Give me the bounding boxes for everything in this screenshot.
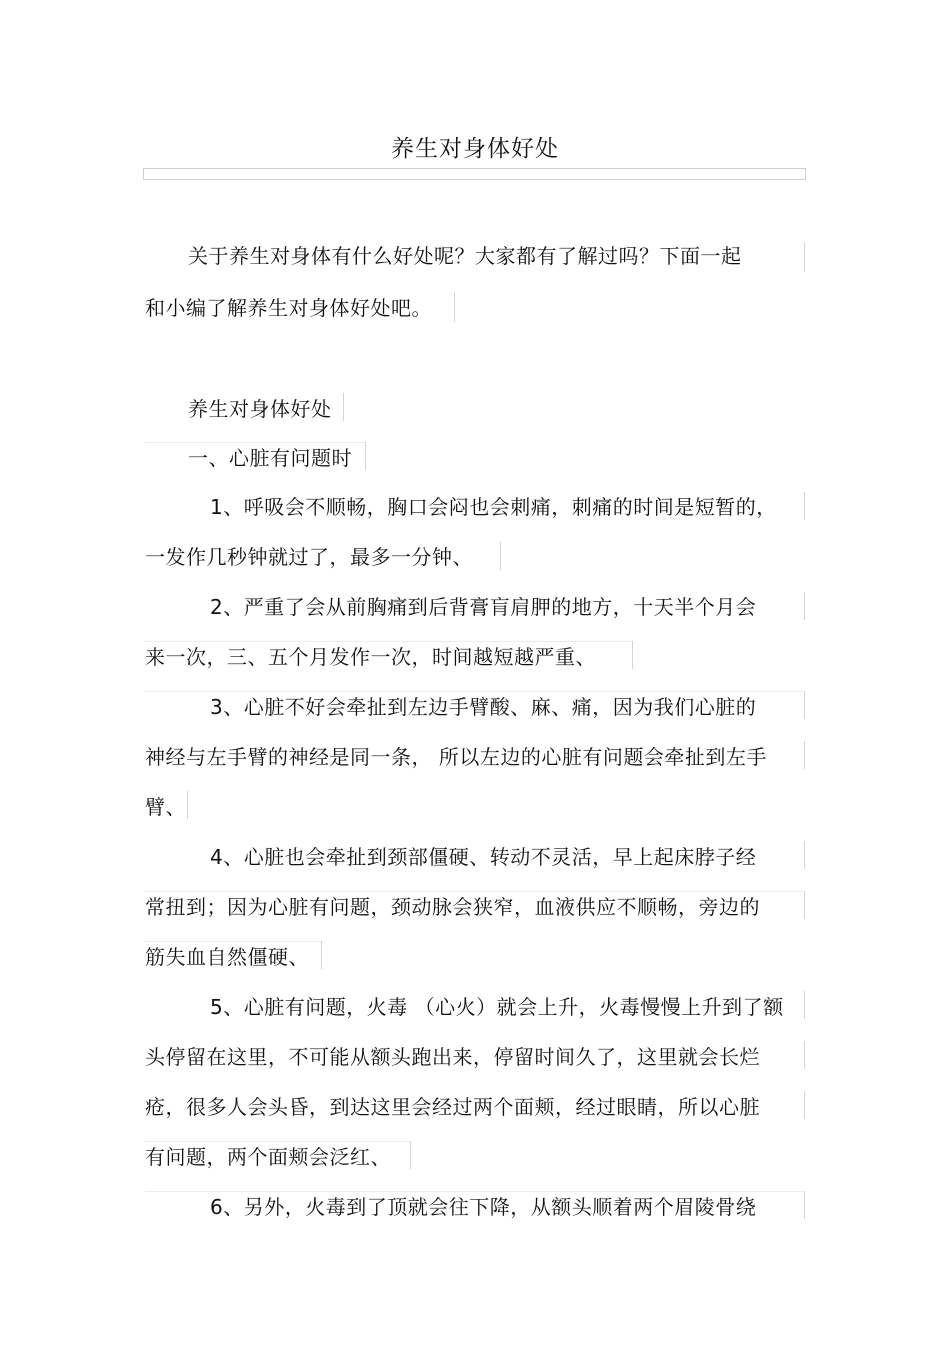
title-underline	[143, 168, 806, 180]
line-marker	[321, 941, 322, 969]
line-rule	[145, 891, 805, 892]
paragraph-line: 常扭到；因为心脏有问题，颈动脉会狭窄，血液供应不顺畅，旁边的	[145, 895, 760, 919]
paragraph-line: 来一次，三、五个月发作一次，时间越短越严重、	[145, 645, 596, 669]
line-marker	[804, 242, 805, 272]
paragraph-line: 4、心脏也会牵扯到颈部僵硬、转动不灵活，早上起床脖子经	[210, 845, 757, 869]
line-marker	[804, 1091, 805, 1119]
line-marker	[500, 542, 501, 570]
line-marker	[343, 393, 344, 421]
line-rule	[145, 941, 321, 942]
intro-line: 关于养生对身体有什么好处呢？大家都有了解过吗？下面一起	[188, 244, 742, 268]
line-marker	[804, 891, 805, 919]
intro-line: 和小编了解养生对身体好处吧。	[145, 296, 432, 320]
paragraph-line: 筋失血自然僵硬、	[145, 945, 309, 969]
line-marker	[410, 1141, 411, 1169]
line-marker	[365, 442, 366, 470]
line-marker	[454, 292, 455, 322]
line-marker	[187, 791, 188, 819]
line-rule	[145, 691, 805, 692]
paragraph-line: 2、严重了会从前胸痛到后背膏肓肩胛的地方，十天半个月会	[210, 595, 757, 619]
line-marker	[632, 641, 633, 669]
line-marker	[804, 841, 805, 869]
line-rule	[145, 641, 633, 642]
line-rule	[145, 442, 366, 443]
line-marker	[804, 991, 805, 1019]
section-heading: 养生对身体好处	[188, 397, 332, 421]
paragraph-line: 疮，很多人会头昏，到达这里会经过两个面颊，经过眼睛，所以心脏	[145, 1095, 760, 1119]
paragraph-line: 臂、	[145, 795, 186, 819]
line-marker	[804, 741, 805, 769]
paragraph-line: 3、心脏不好会牵扯到左边手臂酸、麻、痛，因为我们心脏的	[210, 695, 757, 719]
paragraph-line: 头停留在这里，不可能从额头跑出来，停留时间久了，这里就会长烂	[145, 1045, 760, 1069]
paragraph-line: 有问题，两个面颊会泛红、	[145, 1145, 391, 1169]
line-marker	[804, 1041, 805, 1069]
paragraph-line: 一发作几秒钟就过了，最多一分钟、	[145, 545, 473, 569]
paragraph-line: 6、另外，火毒到了顶就会往下降，从额头顺着两个眉陵骨绕	[210, 1195, 757, 1219]
line-rule	[145, 1141, 411, 1142]
paragraph-line: 神经与左手臂的神经是同一条， 所以左边的心脏有问题会牵扯到左手	[145, 745, 767, 769]
line-rule	[145, 1191, 805, 1192]
subsection-heading: 一、心脏有问题时	[188, 446, 352, 470]
paragraph-line: 1、呼吸会不顺畅，胸口会闷也会刺痛，刺痛的时间是短暂的，	[210, 495, 777, 519]
line-marker	[804, 1191, 805, 1219]
line-marker	[804, 691, 805, 719]
line-marker	[804, 592, 805, 620]
document-title: 养生对身体好处	[391, 136, 559, 162]
line-marker	[804, 492, 805, 520]
paragraph-line: 5、心脏有问题，火毒 （心火）就会上升，火毒慢慢上升到了额	[210, 995, 784, 1019]
